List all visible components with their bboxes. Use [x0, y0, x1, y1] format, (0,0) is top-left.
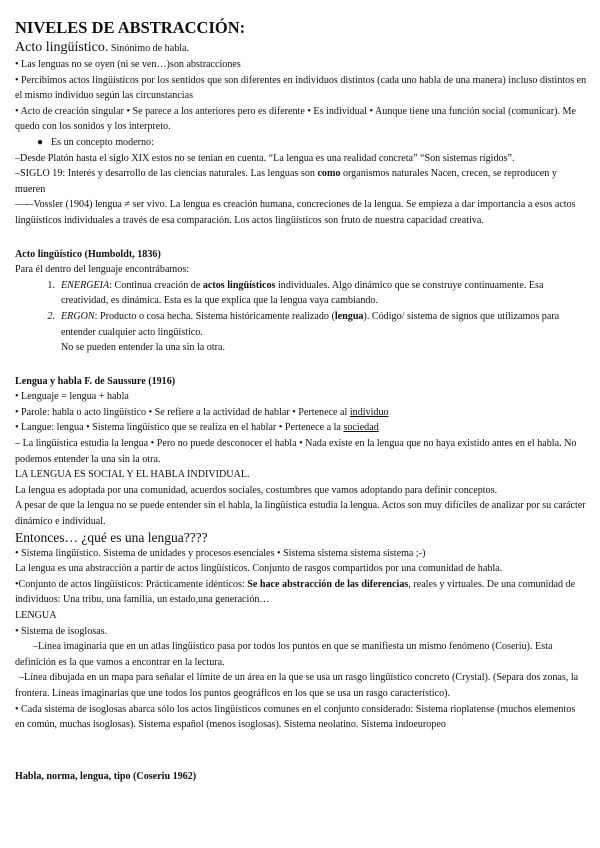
section-heading-entonces: Entonces… ¿qué es una lengua???? — [15, 529, 208, 545]
bold-text: lengua — [334, 310, 364, 322]
list-item — [15, 309, 587, 356]
text-span: –SIGLO 19: Interés y desarrollo de las ciencias naturales. Las lenguas son — [15, 168, 318, 180]
list-item — [15, 278, 587, 309]
text-span: organismos naturales Nacen, crecen, se reproducen y mueren — [15, 168, 557, 195]
saussure-caps: LA LENGUA ES SOCIAL Y EL HABLA INDIVIDUAL. — [15, 469, 250, 481]
entonces-line-7: • Cada sistema de isoglosas abarca sólo los actos lingüísticos comunes en el conjunto considerado: Sistema rioplatense (muchos elementos en común, muchas isoglosas). Sistema español (menos isoglosas). Sistema neolatino. Sistema indoeuropeo — [15, 703, 576, 731]
saussure-line-6: A pesar de que la lengua no se puede entender sin el habla, la lingüística estudia la lengua. Actos son muy difíciles de analizar por su carácter dinámico e individual. — [15, 500, 586, 528]
entonces-caps: LENGUA — [15, 610, 57, 621]
section-heading-humboldt: Acto lingüístico (Humboldt, 1836) — [15, 248, 161, 260]
bold-text: Se hace abstracción de las diferencias — [247, 578, 409, 590]
section-heading-acto — [15, 39, 587, 57]
term: ENERGEIA — [61, 279, 110, 291]
humboldt-list — [15, 278, 587, 356]
heading-text: Acto lingüístico. — [15, 40, 109, 55]
list-number: 1. — [47, 279, 55, 291]
bullet-dot-icon: ● — [37, 136, 44, 148]
text-span: : Continua creación de — [109, 279, 203, 291]
saussure-line-5: La lengua es adoptada por una comunidad, acuerdos sociales, costumbres que vamos adoptando para definir conceptos. — [15, 484, 498, 496]
history-line-3: —-–Vossler (1904) lengua ≠ ser vivo. La lengua es creación humana, concreciones de la lengua. Se empieza a dar importancia a esos actos lingüísticos individuales a través de esa comparación. Los actos lingüísticos son fruto de nuestra capacidad creativa. — [15, 199, 576, 226]
entonces-line-1: • Sistema lingüístico. Sistema de unidades y procesos esenciales • Sistema sistema sistema sistema ;-) — [15, 547, 426, 559]
bullet-item — [15, 135, 587, 151]
bold-text: actos lingüísticos — [202, 279, 276, 291]
entonces-line-5: –Línea imaginaria que en un atlas lingüístico pasa por todos los puntos en que se manifiesta un mismo fenómeno (Coseriu). Esta definición es la que vamos a encontrar en la lectura. — [15, 641, 553, 668]
saussure-line-3 — [15, 420, 587, 436]
page-title: NIVELES DE ABSTRACCIÓN: — [15, 18, 246, 37]
intro-line-2: • Percibimos actos lingüísticos por los sentidos que son diferentes en individuos distintos (cada uno habla de una manera) incluso distintos en el mismo individuo según las circunstancias — [15, 74, 587, 102]
section-heading-saussure: Lengua y habla F. de Saussure (1916) — [15, 375, 176, 387]
section-heading-coseriu: Habla, norma, lengua, tipo (Coseriu 1962) — [15, 770, 197, 782]
entonces-line-6: –Línea dibujada en un mapa para señalar el límite de un área en la que se usa un rasgo lingüístico concreto (Crystal). (Separa dos zonas, la frontera. Líneas imaginarias que une todos los puntos geográficos en los que se usa un rasgo característico). — [15, 672, 579, 699]
text-span: •Conjunto de actos lingüísticos: Prácticamente idénticos: — [15, 578, 248, 590]
entonces-line-4: • Sistema de isoglosas. — [15, 625, 108, 637]
document-page — [15, 10, 587, 784]
list-text — [61, 309, 587, 356]
intro-line-3: • Acto de creación singular • Se parece a los anteriores pero es diferente • Es individual • Aunque tiene una función social (comunicar). Me quedo con los sonidos y los interpreto. — [15, 105, 576, 133]
history-line-1: –Desde Platón hasta el siglo XIX estos no se tenían en cuenta. “La lengua es una realidad concreta” “Son sistemas rígidos”. — [15, 152, 515, 164]
text-span: • Parole: habla o acto lingüístico • Se refiere a la actividad de hablar • Pertenece al — [15, 406, 350, 418]
text-span: No se pueden entender la una sin la otra. — [61, 342, 225, 354]
heading-subtext: Sinónimo de habla. — [108, 43, 190, 54]
humboldt-lead: Para él dentro del lenguaje encontrábamos: — [15, 264, 190, 276]
history-line-2 — [15, 166, 587, 197]
entonces-line-2: La lengua es una abstracción a partir de actos lingüísticos. Conjunto de rasgos compartidos por una comunidad de habla. — [15, 563, 503, 575]
term: ERGON — [61, 310, 95, 322]
bold-text: como — [317, 168, 341, 180]
text-span: • Langue: lengua • Sistema lingüístico que se realiza en el hablar • Pertenece a la — [15, 422, 344, 434]
underlined-text: sociedad — [343, 422, 379, 434]
saussure-line-2 — [15, 405, 587, 421]
list-number: 2. — [47, 310, 55, 322]
saussure-line-1: • Lenguaje = lengua + habla — [15, 391, 129, 403]
saussure-line-4: – La lingüística estudia la lengua • Pero no puede desconocer el habla • Nada existe en la lengua que no haya existido antes en el habla. No podemos entender la una sin la otra. — [15, 438, 577, 465]
intro-line-1: • Las lenguas no se oyen (ni se ven…)son abstracciones — [15, 59, 241, 70]
text-span: : Producto o cosa hecha. Sistema históricamente realizado ( — [94, 310, 335, 322]
entonces-line-3 — [15, 577, 587, 608]
list-text — [61, 278, 587, 309]
bullet-text: Es un concepto moderno: — [51, 136, 154, 148]
text-span: individuales. Algo dinámico que se construye continuamente. Esa creatividad, es dinámica. Esta es la que explica que la lengua vaya cambiando. — [61, 279, 544, 307]
text-span: , reales y virtuales. De una comunidad de individuos: Una tribu, una familia, un estado,una generación… — [15, 578, 576, 606]
text-span: ). Código/ sistema de signos que utilizamos para entender cualquier acto lingüístico. — [61, 310, 560, 338]
underlined-text: individuo — [349, 406, 389, 418]
